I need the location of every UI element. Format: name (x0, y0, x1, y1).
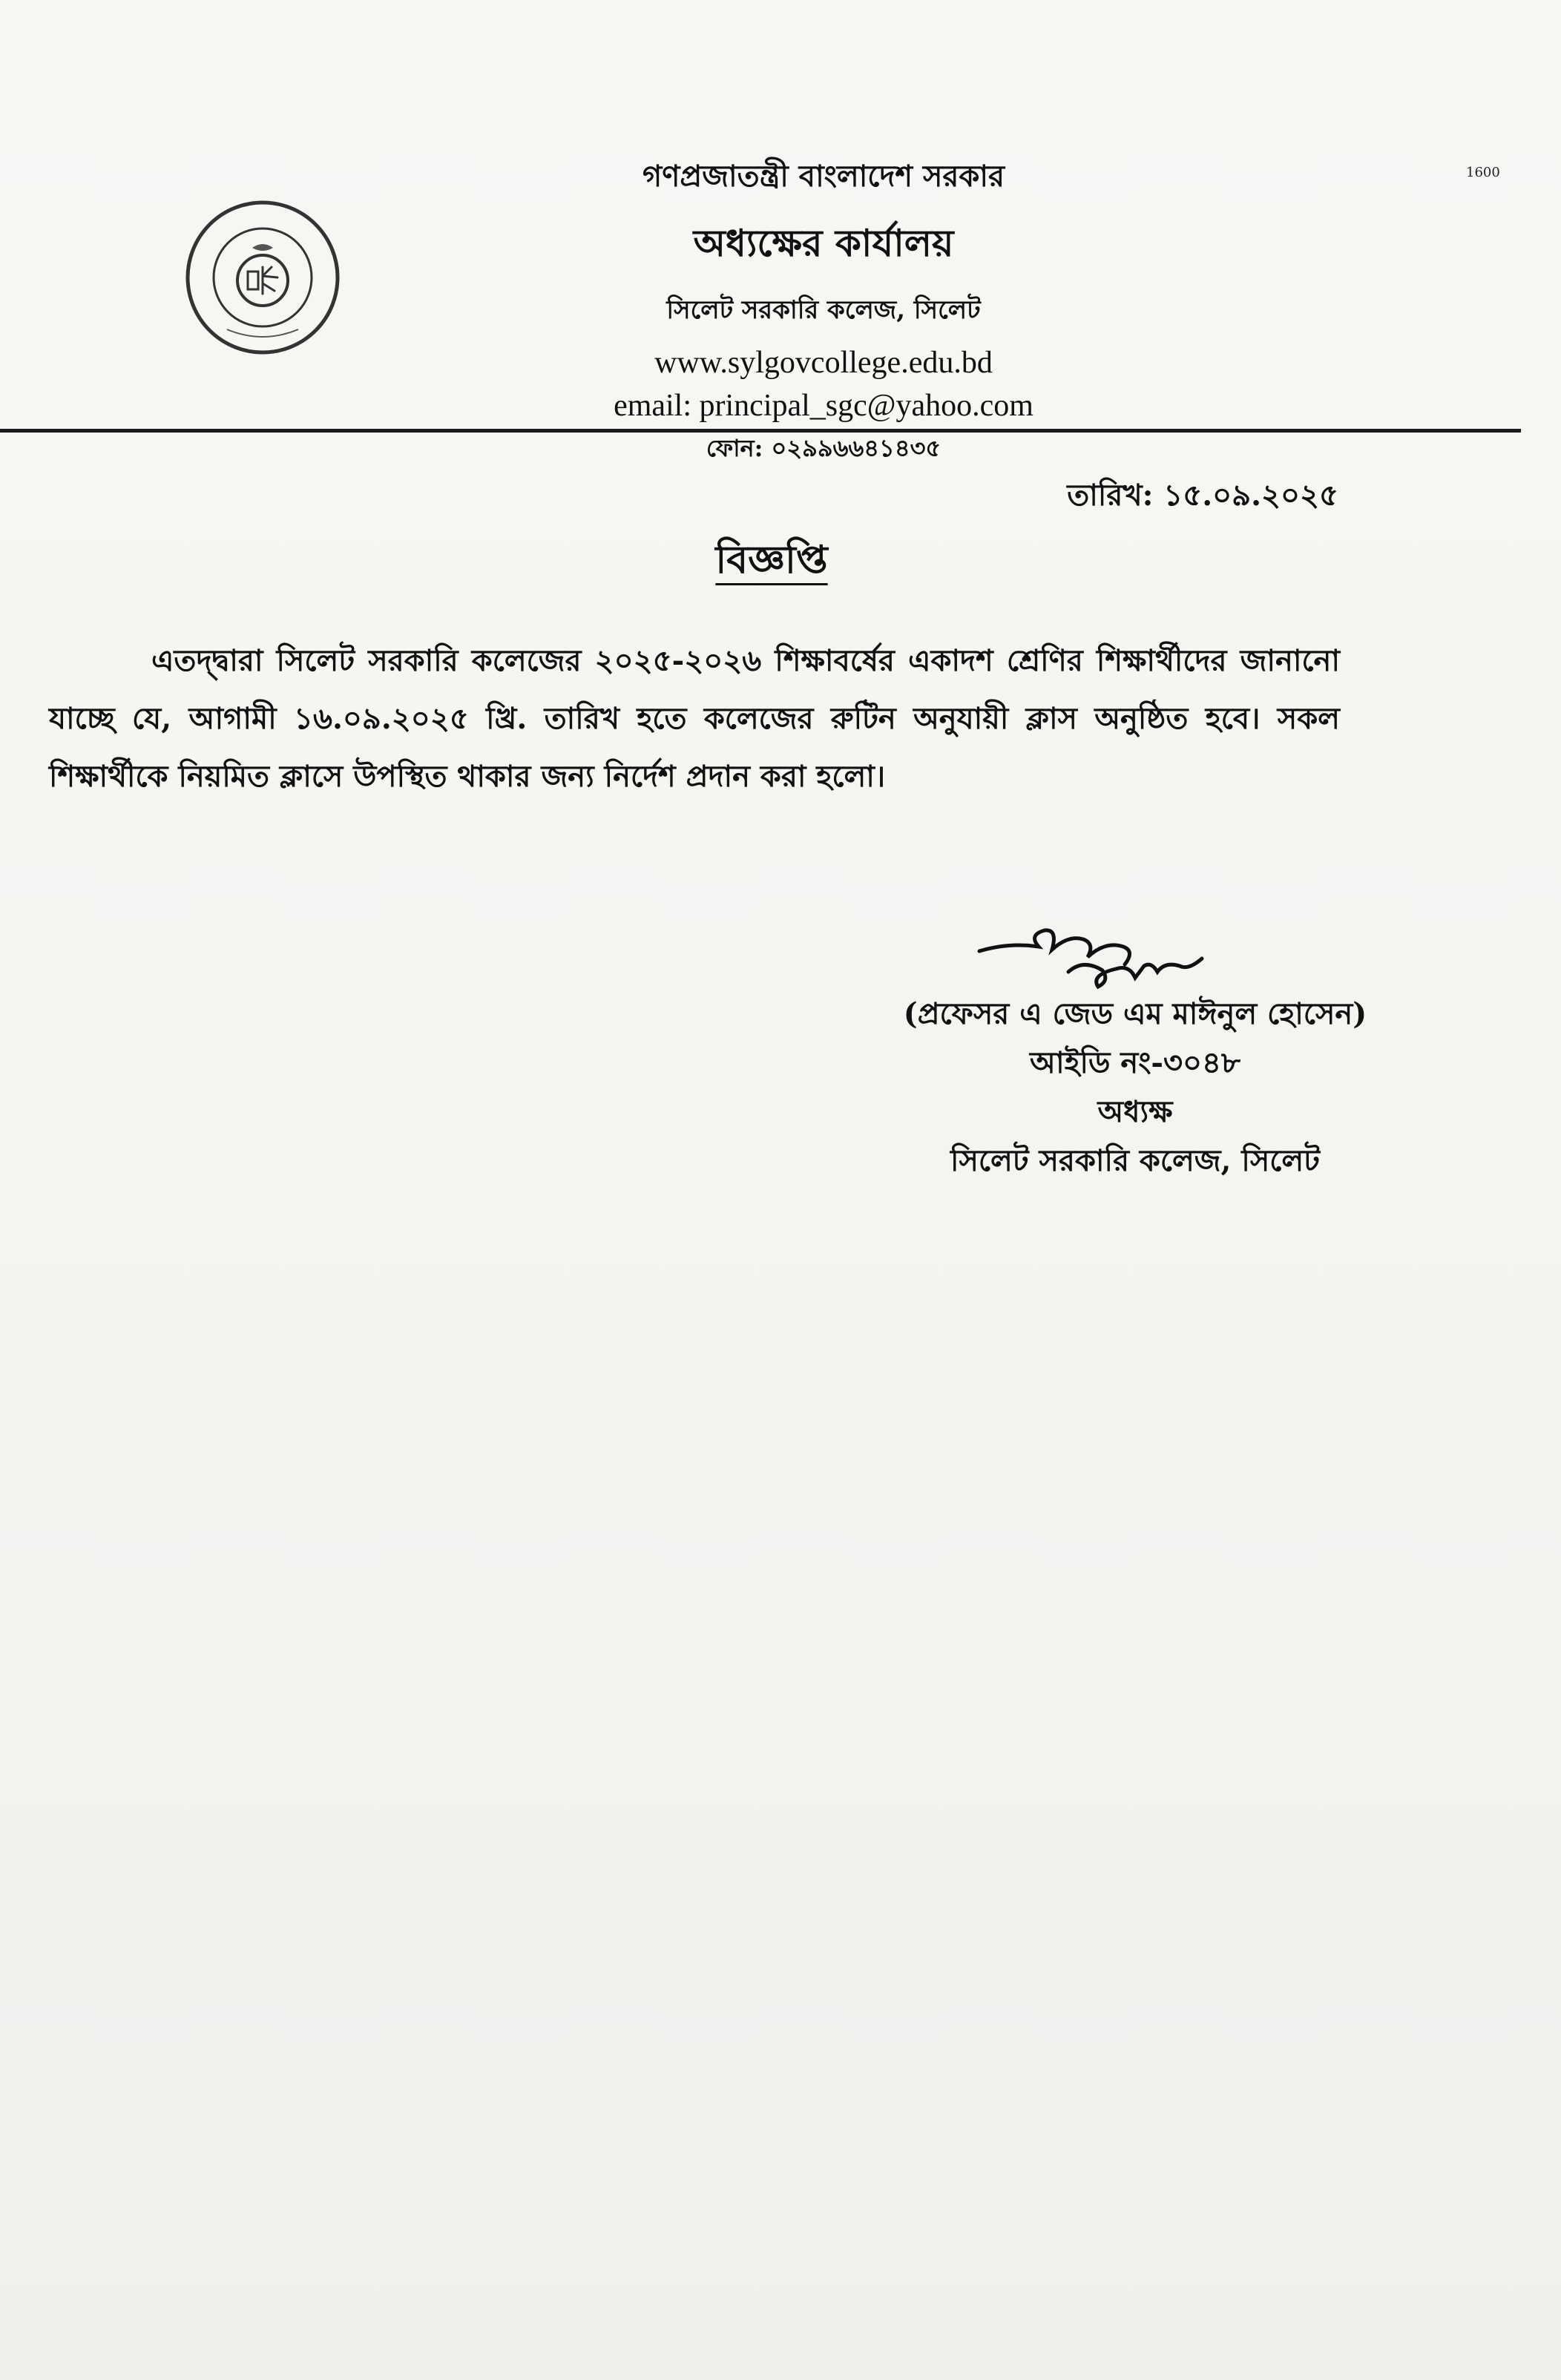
notice-title: বিজ্ঞপ্তি (715, 537, 828, 582)
website-link[interactable]: www.sylgovcollege.edu.bd (654, 346, 993, 380)
signatory-designation: অধ্যক্ষ (1097, 1094, 1173, 1129)
signature-mark (957, 913, 1239, 1002)
signatory-institution: সিলেট সরকারি কলেজ, সিলেট (950, 1143, 1320, 1178)
letterhead (415, 153, 1232, 470)
signatory-name: (প্রফেসর এ জেড এম মাঈনুল হোসেন) (903, 996, 1367, 1031)
email-address[interactable]: email: principal_sgc@yahoo.com (614, 389, 1033, 423)
phone-number: ফোন: ০২৯৯৬৬৪১৪৩৫ (706, 434, 941, 462)
college-name: সিলেট সরকারি কলেজ, সিলেট (666, 295, 981, 325)
notice-body (49, 632, 1340, 806)
college-seal-icon (184, 199, 341, 356)
notice-date: তারিখ: ১৫.০৯.২০২৫ (1067, 478, 1338, 513)
letterhead-divider (0, 429, 1521, 433)
office-name: অধ্যক্ষের কার্যালয় (693, 221, 954, 265)
page-number: 1600 (1466, 165, 1500, 180)
signatory-block (875, 990, 1395, 1186)
notice-body-text: এতদ্দ্বারা সিলেট সরকারি কলেজের ২০২৫-২০২৬ শিক্ষাবর্ষের একাদশ শ্রেণির শিক্ষার্থীদের জানানো যাচ্ছে যে, আগামী ১৬.০৯.২০২৫ খ্রি. তারিখ হতে কলেজের রুটিন অনুযায়ী ক্লাস অনুষ্ঠিত হবে। সকল শিক্ষার্থীকে নিয়মিত ক্লাসে উপস্থিত থাকার জন্য নির্দেশ প্রদান করা হলো। (49, 643, 1340, 794)
government-name: গণপ্রজাতন্ত্রী বাংলাদেশ সরকার (643, 159, 1005, 194)
signatory-id: আইডি নং-৩০৪৮ (1030, 1045, 1240, 1080)
